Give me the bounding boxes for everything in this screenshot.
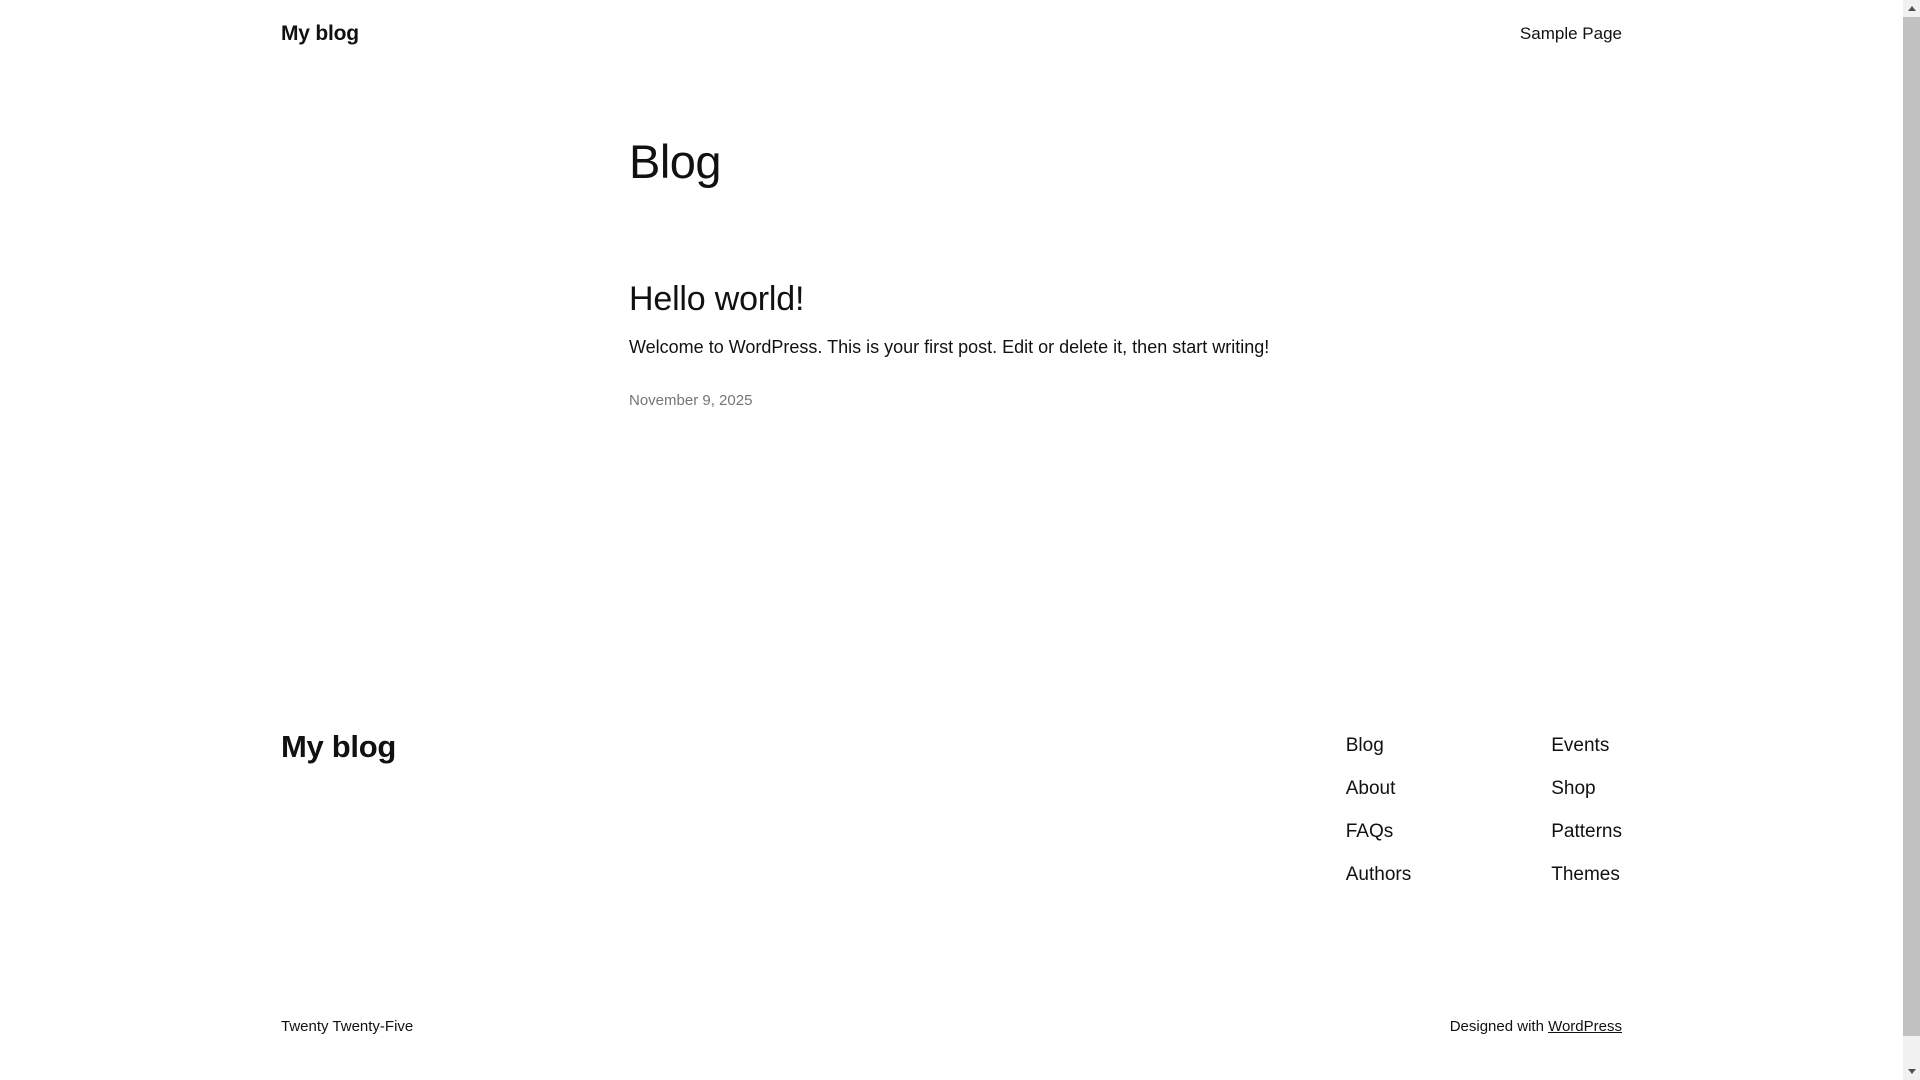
footer-meta bbox=[281, 1016, 1622, 1038]
designed-with-text: Designed with bbox=[1449, 1018, 1549, 1035]
footer-link-shop[interactable]: Shop bbox=[1551, 778, 1596, 799]
site-title-link[interactable]: My blog bbox=[281, 21, 359, 45]
footer-link-faqs[interactable]: FAQs bbox=[1345, 821, 1394, 842]
footer-nav-column-1 bbox=[1346, 733, 1411, 905]
designed-with bbox=[1450, 1016, 1622, 1038]
footer-link-authors[interactable]: Authors bbox=[1345, 864, 1412, 885]
post-title bbox=[629, 279, 804, 320]
scrollbar-track[interactable] bbox=[1903, 0, 1920, 1080]
scroll-up-button[interactable] bbox=[1903, 0, 1920, 17]
page-title: Blog bbox=[629, 135, 722, 188]
footer-site-title-link[interactable]: My blog bbox=[281, 729, 396, 764]
scroll-down-button[interactable] bbox=[1903, 1063, 1920, 1080]
scroll-arrow-up-icon bbox=[1908, 6, 1916, 11]
main-content bbox=[629, 0, 1279, 1080]
nav-link-sample-page[interactable]: Sample Page bbox=[1519, 23, 1622, 43]
scrollbar-thumb[interactable] bbox=[1903, 17, 1920, 1036]
post-excerpt: Welcome to WordPress. This is your first post. Edit or delete it, then start writing! bbox=[629, 337, 1270, 357]
post-date: November 9, 2025 bbox=[629, 392, 753, 409]
header-nav bbox=[1520, 24, 1622, 44]
footer-nav-column-2 bbox=[1551, 733, 1622, 905]
footer-link-events[interactable]: Events bbox=[1551, 735, 1610, 756]
footer-link-themes[interactable]: Themes bbox=[1551, 864, 1620, 885]
footer-link-patterns[interactable]: Patterns bbox=[1551, 821, 1622, 842]
post-title-link[interactable]: Hello world! bbox=[629, 280, 805, 318]
theme-credit: Twenty Twenty-Five bbox=[281, 1018, 414, 1035]
footer-link-about[interactable]: About bbox=[1345, 778, 1396, 799]
scroll-arrow-down-icon bbox=[1908, 1069, 1916, 1074]
wordpress-link[interactable]: WordPress bbox=[1548, 1018, 1622, 1035]
footer-nav bbox=[1346, 733, 1622, 905]
footer-link-blog[interactable]: Blog bbox=[1345, 735, 1384, 756]
